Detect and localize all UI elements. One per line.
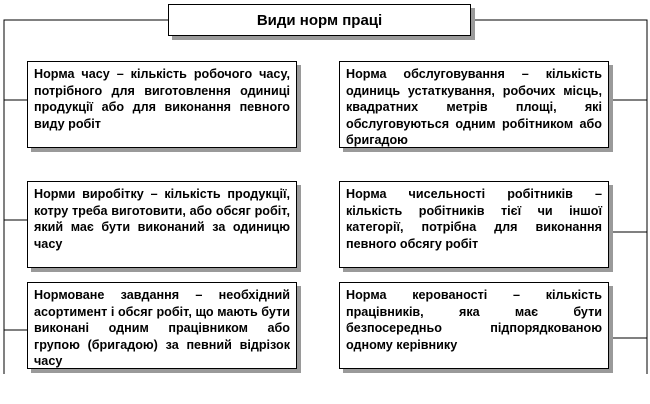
card-norma-chyselnosti: Норма чисельності робітників – кількість робітників тієї чи іншої категорії, потрібна для виконання певного обсягу робіт xyxy=(339,181,609,268)
card-norma-kerovanosti: Норма керованості – кількість працівників, яка має бути безпосередньо підпорядкованою одному керівнику xyxy=(339,282,609,369)
diagram-title: Види норм праці xyxy=(168,4,471,36)
card-norma-obsluhovuvannia: Норма обслуговування – кількість одиниць устаткування, робочих місць, квадратних метрів площі, які обслуговуються одним робітником або бригадою xyxy=(339,61,609,148)
card-norma-chasu: Норма часу – кількість робочого часу, потрібного для виготовлення одиниці продукції або для виконання певного виду робіт xyxy=(27,61,297,148)
card-normovane-zavdannia: Нормоване завдання – необхідний асортимент і обсяг робіт, що мають бути виконані одним працівником або групою (бригадою) за певний відрізок часу xyxy=(27,282,297,369)
card-normy-vyrobitku: Норми виробітку – кількість продукції, котру треба виготовити, або обсяг робіт, який має бути виконаний за одиницю часу xyxy=(27,181,297,268)
